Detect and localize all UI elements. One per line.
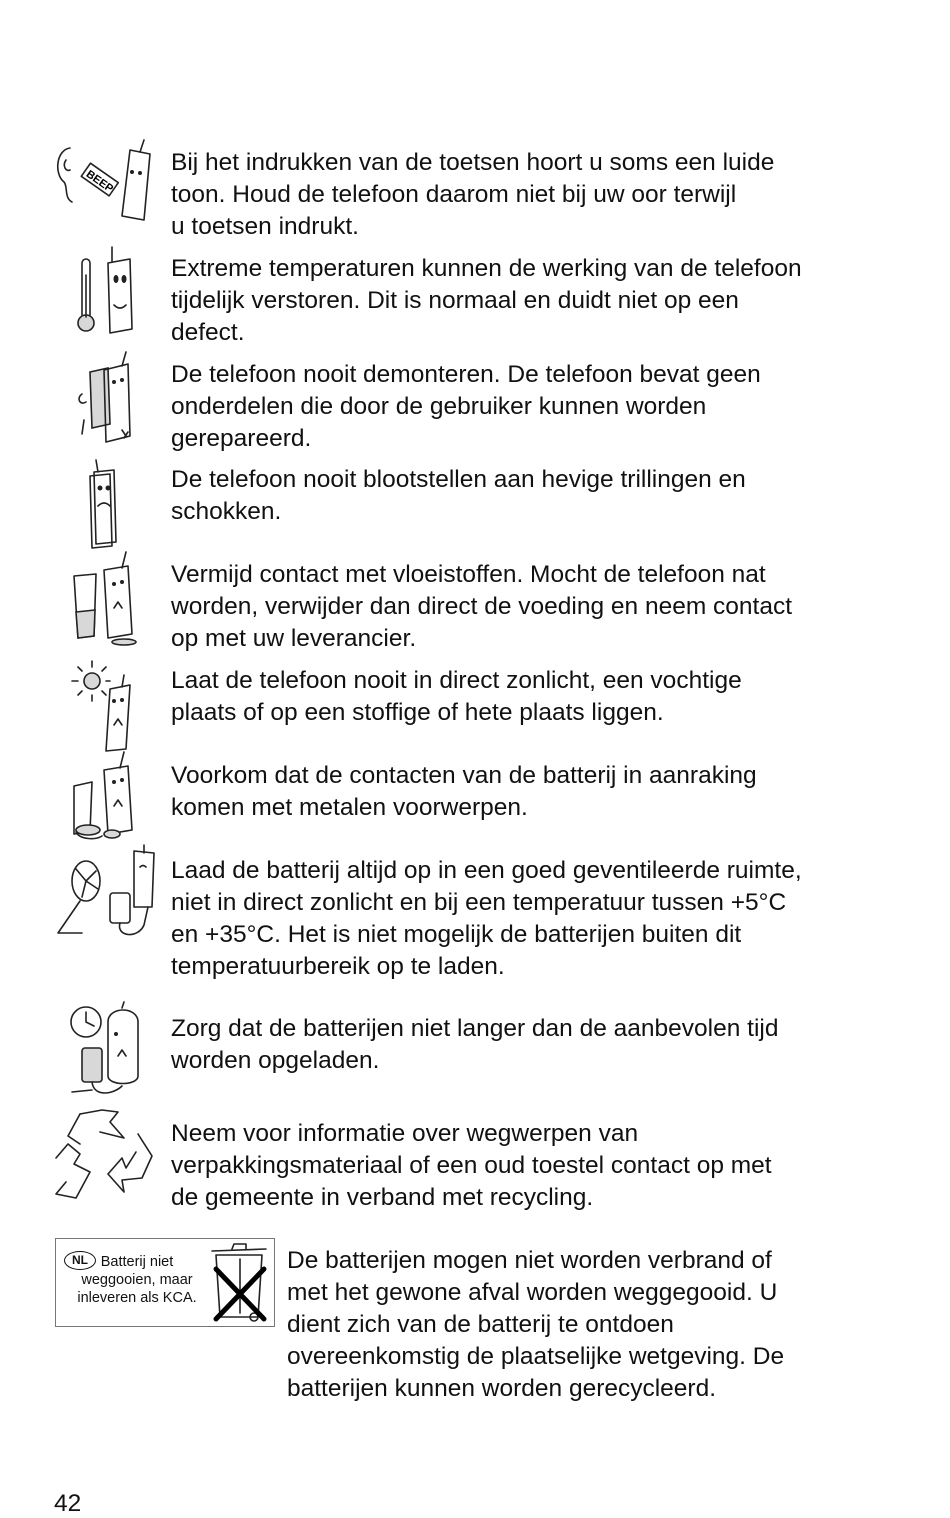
kca-label-box: [55, 1238, 275, 1327]
kca-label-text: Batterij niet weggooien, maar inleveren als KCA.: [77, 1254, 197, 1306]
page-number: 42: [54, 1490, 82, 1517]
safety-text: Voorkom dat de contacten van de batterij in aanraking komen met metalen voorwerpen.: [171, 762, 757, 821]
safety-text: Bij het indrukken van de toetsen hoort u soms een luide toon. Houd de telefoon daarom niet bij uw oor terwijl u toetsen indrukt.: [171, 149, 775, 240]
shaking-phone-icon: [52, 458, 162, 558]
beep-ear-icon: [52, 140, 162, 240]
safety-text: De telefoon nooit blootstellen aan hevige trillingen en schokken.: [171, 466, 746, 525]
safety-text: Laat de telefoon nooit in direct zonlicht, een vochtige plaats of op een stoffige of hete plaats liggen.: [171, 667, 742, 726]
clock-charger-icon: [52, 1002, 162, 1102]
safety-text: Laad de batterij altijd op in een goed geventileerde ruimte, niet in direct zonlicht en bij een temperatuur tussen +5°C en +35°C. Het is niet mogelijk de batterijen buiten dit temperatuurbereik op te laden.: [171, 857, 802, 980]
battery-disposal-text: De batterijen mogen niet worden verbrand of met het gewone afval worden weggegooid. U dient zich van de batterij te ontdoen overeenkomstig de plaatselijke wetgeving. De batterijen kunnen worden gerecycleerd.: [287, 1247, 785, 1402]
safety-text: Neem voor informatie over wegwerpen van verpakkingsmateriaal of een oud toestel contact op met de gemeente in verband met recycling.: [171, 1120, 772, 1211]
crossed-bin-icon: [206, 1243, 272, 1325]
thermometer-icon: [52, 245, 162, 345]
recycling-icon: [52, 1108, 162, 1208]
svg-text:BEEP: BEEP: [83, 168, 116, 196]
safety-text: Zorg dat de batterijen niet langer dan de aanbevolen tijd worden opgeladen.: [171, 1015, 779, 1074]
sun-phone-icon: [52, 655, 162, 755]
safety-text: De telefoon nooit demonteren. De telefoon bevat geen onderdelen die door de gebruiker kunnen worden gerepareerd.: [171, 361, 761, 452]
safety-text: Vermijd contact met vloeistoffen. Mocht de telefoon nat worden, verwijder dan direct de voeding en neem contact op met uw leverancier.: [171, 561, 793, 652]
liquid-glass-icon: [52, 552, 162, 652]
safety-text: Extreme temperaturen kunnen de werking van de telefoon tijdelijk verstoren. Dit is normaal en duidt niet op een defect.: [171, 255, 802, 346]
nl-badge: NL: [64, 1251, 96, 1270]
fan-charger-icon: [52, 845, 162, 945]
battery-metal-icon: [52, 750, 162, 850]
disassemble-icon: [52, 350, 162, 450]
